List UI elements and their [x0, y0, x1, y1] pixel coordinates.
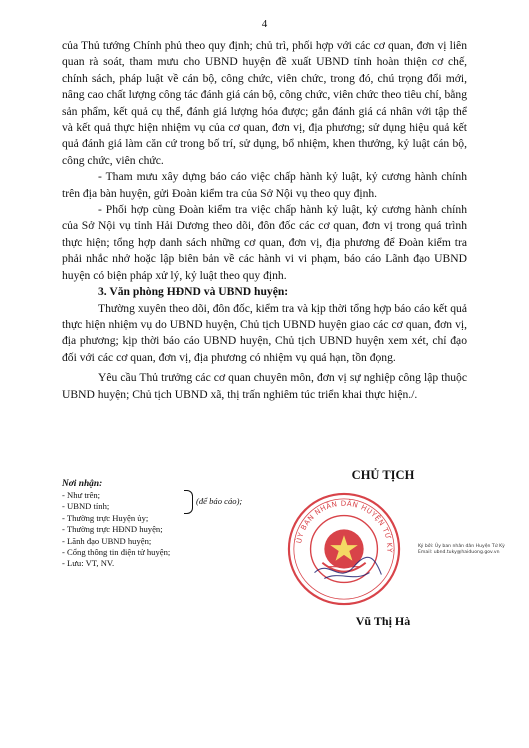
recipients-title: Nơi nhận: — [62, 479, 103, 489]
signer-name: Vũ Thị Hà — [355, 614, 411, 628]
signer-title: CHỦ TỊCH — [351, 468, 415, 482]
document-body — [62, 38, 467, 403]
recipient-item: - Như trên; — [62, 490, 101, 500]
paragraph-continuation: của Thủ tướng Chính phủ theo quy định; chủ trì, phối hợp với các cơ quan, đơn vị liên quan rà soát, tham mưu cho UBND huyện đề xuất UBND tỉnh hoàn thiện cơ chế, chính sách, pháp luật về cán bộ, công chức, viên chức, trong đó, chú trọng đổi mới, nâng cao chất lượng công tác đánh giá cán bộ, công chức, viên chức theo tiêu chí, bằng sản phẩm, kết quả cụ thể, đánh giá lượng hóa được; gắn đánh giá cá nhân với tập thể và kết quả thực hiện nhiệm vụ của cơ quan, đơn vị, địa phương; sử dụng hiệu quả kết quả đánh giá làm căn cứ trong bố trí, sử dụng, bổ nhiệm, khen thưởng, kỷ luật cán bộ, công chức, viên chức. — [62, 39, 467, 167]
paragraph-office-duties: Thường xuyên theo dõi, đôn đốc, kiểm tra và kịp thời tổng hợp báo cáo kết quả thực hiện nhiệm vụ do UBND huyện, Chủ tịch UBND huyện giao các cơ quan, đơn vị, địa phương; kịp thời báo cáo UBND huyện, Chủ tịch UBND huyện xem xét, chỉ đạo đối với các cơ quan, đơn vị, địa phương có nhiệm vụ quá hạn, tồn đọng. — [62, 301, 467, 364]
digital-signature-signer: Ký bởi: Ủy ban nhân dân Huyện Tứ Kỳ — [418, 544, 505, 549]
paragraph-closing-request: Yêu cầu Thủ trưởng các cơ quan chuyên môn, đơn vị sự nghiệp công lập thuộc UBND huyện; Chủ tịch UBND xã, thị trấn nghiêm túc triển khai thực hiện./. — [62, 371, 467, 401]
section-heading-office: 3. Văn phòng HĐND và UBND huyện: — [98, 285, 289, 299]
official-seal-icon — [285, 490, 403, 608]
digital-signature-info — [418, 544, 528, 556]
recipient-item: - Thường trực Huyện ủy; — [62, 512, 149, 523]
paragraph-coordinate-inspection: - Phối hợp cùng Đoàn kiểm tra việc chấp hành kỷ luật, kỷ cương hành chính của Sở Nội vụ tỉnh Hải Dương theo dõi, đôn đốc các cơ quan, đơn vị trong quá trình thực hiện; tổng hợp danh sách những cơ quan, đơn vị, địa phương để Đoàn kiểm tra phải nhắc nhở hoặc lập biên bản về các hành vi vi phạm, báo cáo Lãnh đạo UBND huyện có biện pháp xử lý, kỷ luật theo quy định. — [62, 203, 467, 282]
recipients-brace — [184, 490, 193, 514]
recipient-item: - Cổng thông tin điện tử huyện; — [62, 547, 171, 558]
recipient-item: - Lưu: VT, NV. — [62, 558, 115, 569]
recipients-block — [62, 478, 282, 570]
digital-signature-email: Email: ubnd.tuky@haiduong.gov.vn — [418, 550, 500, 555]
recipient-item: - Lãnh đạo UBND huyện; — [62, 535, 152, 546]
recipient-item: - Thường trực HĐND huyện; — [62, 524, 163, 535]
seal-ring-text: ỦY BAN NHÂN DÂN HUYỆN TỨ KỲ — [294, 498, 395, 554]
recipient-item: - UBND tỉnh; — [62, 501, 110, 512]
paragraph-report-discipline: - Tham mưu xây dựng báo cáo việc chấp hành kỷ luật, kỷ cương hành chính trên địa bàn huyện, gửi Đoàn kiểm tra của Sở Nội vụ theo quy định. — [62, 170, 467, 200]
page-number: 4 — [261, 18, 268, 30]
recipients-brace-note: (để báo cáo); — [196, 496, 243, 506]
